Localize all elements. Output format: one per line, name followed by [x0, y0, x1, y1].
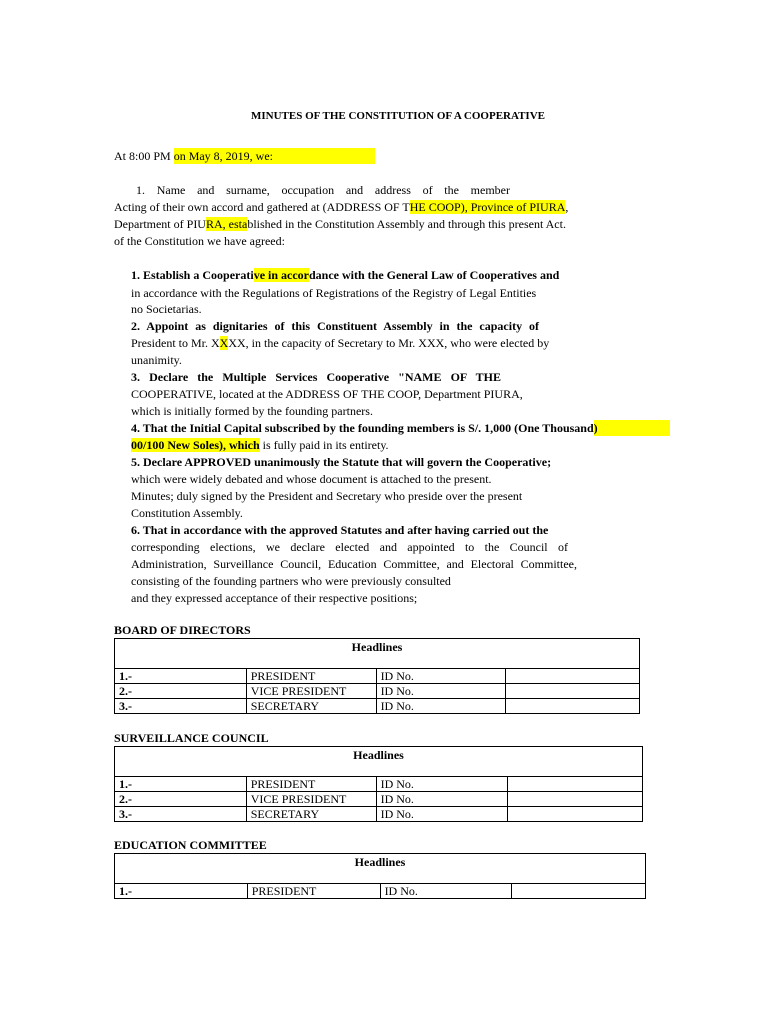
- intro-line: [114, 148, 375, 164]
- blank-cell: [508, 807, 643, 822]
- table-row: [115, 792, 643, 807]
- row-number: 3.-: [115, 699, 247, 714]
- id-cell: ID No.: [376, 669, 506, 684]
- intro-date-highlight: on May 8, 2019, we:: [174, 148, 375, 164]
- highlight-span: X: [219, 336, 229, 350]
- text-span: ,: [565, 200, 569, 214]
- table-header-row: [115, 639, 640, 669]
- role-cell: PRESIDENT: [246, 777, 376, 792]
- text-span: blished in the Constitution Assembly and through this present Act.: [247, 217, 566, 231]
- role-cell: PRESIDENT: [246, 669, 376, 684]
- education-table: [114, 853, 646, 899]
- id-cell: ID No.: [376, 777, 508, 792]
- highlight-span: ve in accor: [253, 268, 309, 282]
- resolution-line: which is initially formed by the founding partners.: [131, 404, 373, 418]
- blank-cell: [512, 884, 646, 899]
- table-row: [115, 669, 640, 684]
- row-number: 1.-: [115, 884, 248, 899]
- blank-cell: [506, 669, 640, 684]
- row-number: 2.-: [115, 684, 247, 699]
- board-title: BOARD OF DIRECTORS: [114, 623, 251, 637]
- id-cell: ID No.: [380, 884, 512, 899]
- resolution-line: COOPERATIVE, located at the ADDRESS OF THE COOP, Department PIURA,: [131, 387, 523, 401]
- id-cell: ID No.: [376, 699, 506, 714]
- resolution-2-heading: 2. Appoint as dignitaries of this Constituent Assembly in the capacity of: [131, 319, 539, 333]
- resolution-line: no Societarias.: [131, 302, 202, 316]
- highlight-span: HE COOP), Province of PIURA: [409, 200, 566, 214]
- resolution-5-heading: 5. Declare APPROVED unanimously the Statute that will govern the Cooperative;: [131, 455, 552, 469]
- blank-cell: [508, 792, 643, 807]
- id-cell: ID No.: [376, 807, 508, 822]
- text-span: Department of PIU: [114, 217, 206, 231]
- resolution-line: unanimity.: [131, 353, 182, 367]
- resolution-line: [131, 335, 549, 351]
- document-title: MINUTES OF THE CONSTITUTION OF A COOPERATIVE: [251, 110, 545, 122]
- resolution-line: in accordance with the Regulations of Registrations of the Registry of Legal Entities: [131, 286, 537, 300]
- resolution-line: Minutes; duly signed by the President and Secretary who preside over the present: [131, 489, 523, 503]
- resolution-line: Administration, Surveillance Council, Education Committee, and Electoral Committee,: [131, 557, 577, 571]
- text-span: 4. That the Initial Capital subscribed by the founding members is S/. 1,000 (One Thousand: [131, 421, 594, 435]
- resolution-line: Constitution Assembly.: [131, 506, 243, 520]
- resolution-line: consisting of the founding partners who were previously consulted: [131, 574, 451, 588]
- row-number: 3.-: [115, 807, 247, 822]
- resolution-line: which were widely debated and whose document is attached to the present.: [131, 472, 492, 486]
- table-header-row: [115, 747, 643, 777]
- table-header: Headlines: [115, 854, 646, 884]
- paragraph-line: [114, 216, 566, 232]
- highlight-span: RA, esta: [205, 217, 248, 231]
- highlight-span: 00/100 New Soles), which: [131, 438, 260, 452]
- intro-time: At 8:00 PM: [114, 149, 174, 163]
- role-cell: VICE PRESIDENT: [246, 684, 376, 699]
- resolution-3-heading: 3. Declare the Multiple Services Cooperative "NAME OF THE: [131, 370, 501, 384]
- role-cell: SECRETARY: [246, 807, 376, 822]
- paragraph-line: [114, 199, 568, 215]
- education-title: EDUCATION COMMITTEE: [114, 838, 267, 852]
- text-span: President to Mr. X: [131, 336, 220, 350]
- blank-cell: [506, 699, 640, 714]
- text-span: Acting of their own accord and gathered at (ADDRESS OF T: [114, 200, 410, 214]
- table-header-row: [115, 854, 646, 884]
- text-span: 1. Establish a Cooperati: [131, 268, 254, 282]
- blank-cell: [508, 777, 643, 792]
- resolution-line: and they expressed acceptance of their respective positions;: [131, 591, 418, 605]
- blank-cell: [506, 684, 640, 699]
- board-table: [114, 638, 640, 714]
- resolution-line: corresponding elections, we declare elected and appointed to the Council of: [131, 540, 568, 554]
- text-span: dance with the General Law of Cooperatives and: [309, 268, 560, 282]
- item-1-line: 1. Name and surname, occupation and address of the member: [136, 183, 510, 197]
- row-number: 1.-: [115, 777, 247, 792]
- table-row: [115, 777, 643, 792]
- role-cell: VICE PRESIDENT: [246, 792, 376, 807]
- id-cell: ID No.: [376, 684, 506, 699]
- table-row: [115, 884, 646, 899]
- table-row: [115, 684, 640, 699]
- row-number: 1.-: [115, 669, 247, 684]
- table-header: Headlines: [115, 747, 643, 777]
- role-cell: SECRETARY: [246, 699, 376, 714]
- resolution-6-heading: 6. That in accordance with the approved Statutes and after having carried out the: [131, 523, 549, 537]
- resolution-4-heading: [131, 420, 670, 436]
- surveillance-title: SURVEILLANCE COUNCIL: [114, 731, 269, 745]
- paragraph-line: of the Constitution we have agreed:: [114, 234, 285, 248]
- text-span: is fully paid in its entirety.: [259, 438, 389, 452]
- resolution-line: [131, 437, 389, 453]
- highlight-span: ): [594, 420, 670, 436]
- resolution-1-heading: [131, 267, 559, 283]
- table-row: [115, 807, 643, 822]
- surveillance-table: [114, 746, 643, 822]
- text-span: XX, in the capacity of Secretary to Mr. XXX, who were elected by: [228, 336, 550, 350]
- id-cell: ID No.: [376, 792, 508, 807]
- row-number: 2.-: [115, 792, 247, 807]
- table-row: [115, 699, 640, 714]
- role-cell: PRESIDENT: [247, 884, 380, 899]
- table-header: Headlines: [115, 639, 640, 669]
